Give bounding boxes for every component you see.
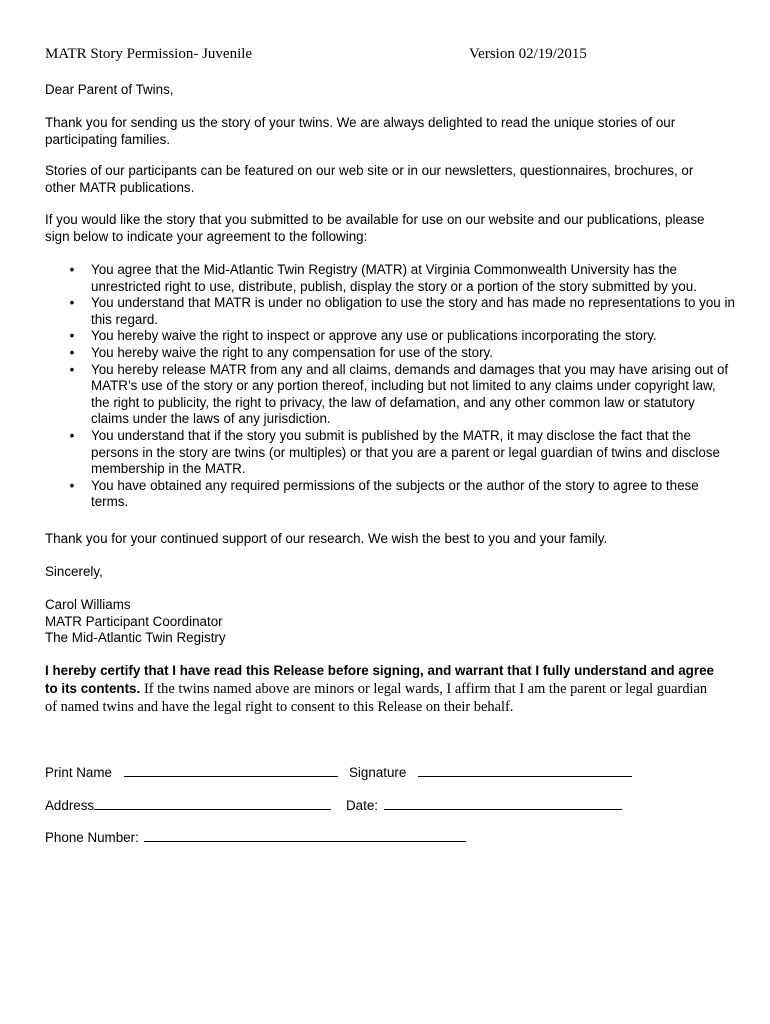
letter-body bbox=[45, 82, 730, 99]
list-item-text: You hereby release MATR from any and all claims, demands and damages that you may have arising out of MATR’s use of the story or any portion thereof, including but not limited to any claims under copyright law, the right to publicity, the right to privacy, the law of defamation, and any other common law or statutory claims under the laws of any jurisdiction. bbox=[91, 361, 729, 427]
bullet-icon: • bbox=[69, 427, 75, 443]
document-header bbox=[45, 46, 695, 66]
date-input[interactable] bbox=[384, 796, 622, 810]
list-item-text: You agree that the Mid-Atlantic Twin Registry (MATR) at Virginia Commonwealth University has the unrestricted right to use, distribute, publish, display the story or a portion of the story submitted by you. bbox=[91, 262, 697, 294]
print-name-field[interactable] bbox=[45, 763, 338, 782]
document-version: Version 02/19/2015 bbox=[469, 46, 587, 62]
signature-label: Signature bbox=[349, 765, 407, 780]
list-item-text: You hereby waive the right to any compensation for use of the story. bbox=[91, 344, 493, 360]
address-label: Address bbox=[45, 798, 95, 813]
certification-consent: If the twins named above are minors or legal wards, I affirm that I am the parent or legal guardian of named twins and have the legal right to consent to this Release on their behalf. bbox=[45, 681, 708, 715]
bullet-icon: • bbox=[69, 295, 75, 311]
list-item bbox=[45, 428, 735, 478]
address-field[interactable] bbox=[45, 796, 331, 815]
date-label: Date: bbox=[346, 798, 379, 813]
list-item bbox=[45, 478, 735, 511]
paragraph-1-text: Thank you for sending us the story of your twins. We are always delighted to read the unique stories of our participating families. bbox=[45, 115, 676, 147]
phone-field[interactable] bbox=[45, 828, 466, 847]
phone-input[interactable] bbox=[144, 828, 466, 842]
paragraph-3 bbox=[45, 212, 705, 245]
signer-name: Carol Williams bbox=[45, 597, 131, 612]
bullet-icon: • bbox=[69, 344, 75, 360]
bullet-icon: • bbox=[69, 328, 75, 344]
paragraph-1 bbox=[45, 115, 715, 148]
agreement-list bbox=[45, 262, 735, 511]
bullet-icon: • bbox=[69, 262, 75, 277]
document-title: MATR Story Permission- Juvenile bbox=[45, 46, 253, 62]
address-input[interactable] bbox=[94, 796, 331, 810]
signature-input[interactable] bbox=[418, 763, 632, 777]
list-item bbox=[45, 295, 735, 328]
list-item-text: You have obtained any required permissions of the subjects or the author of the story to agree to these terms. bbox=[91, 477, 699, 510]
signer-organization: The Mid-Atlantic Twin Registry bbox=[45, 630, 226, 646]
signer-title: MATR Participant Coordinator bbox=[45, 613, 223, 629]
signature-field[interactable] bbox=[349, 763, 632, 782]
list-item bbox=[45, 362, 735, 428]
paragraph-2 bbox=[45, 163, 725, 196]
thanks-paragraph bbox=[45, 531, 730, 548]
list-item-text: You understand that if the story you submit is published by the MATR, it may disclose the fact that the persons in the story are twins (or multiples) or that you are a parent or legal guardian of twins and disclose membership in the MATR. bbox=[91, 427, 720, 477]
phone-label: Phone Number: bbox=[45, 830, 139, 845]
list-item-text: You hereby waive the right to inspect or approve any use or publications incorporating the story. bbox=[91, 328, 657, 344]
certification-statement bbox=[45, 662, 715, 716]
paragraph-2-text: Stories of our participants can be featured on our web site or in our newsletters, questionnaires, brochures, or other MATR publications. bbox=[45, 163, 694, 195]
closing bbox=[45, 564, 730, 581]
certification-bold: I hereby certify that I have read this Release before signing, and warrant that I fully understand and agree to its contents. bbox=[45, 663, 714, 696]
paragraph-3-text: If you would like the story that you submitted to be available for use on our website and our publications, please sign below to indicate your agreement to the following: bbox=[45, 212, 705, 244]
print-name-input[interactable] bbox=[124, 763, 338, 777]
print-name-label: Print Name bbox=[45, 765, 112, 780]
salutation: Dear Parent of Twins, bbox=[45, 82, 174, 97]
bullet-icon: • bbox=[69, 361, 75, 377]
closing-text: Sincerely, bbox=[45, 564, 103, 579]
bullet-icon: • bbox=[69, 477, 75, 493]
thanks-text: Thank you for your continued support of our research. We wish the best to you and your family. bbox=[45, 531, 608, 546]
signer-block bbox=[45, 597, 730, 647]
list-item bbox=[45, 345, 735, 362]
list-item bbox=[45, 262, 735, 295]
list-item-text: You understand that MATR is under no obligation to use the story and has made no representations to you in this regard. bbox=[91, 295, 735, 327]
list-item bbox=[45, 328, 735, 345]
date-field[interactable] bbox=[346, 796, 622, 815]
